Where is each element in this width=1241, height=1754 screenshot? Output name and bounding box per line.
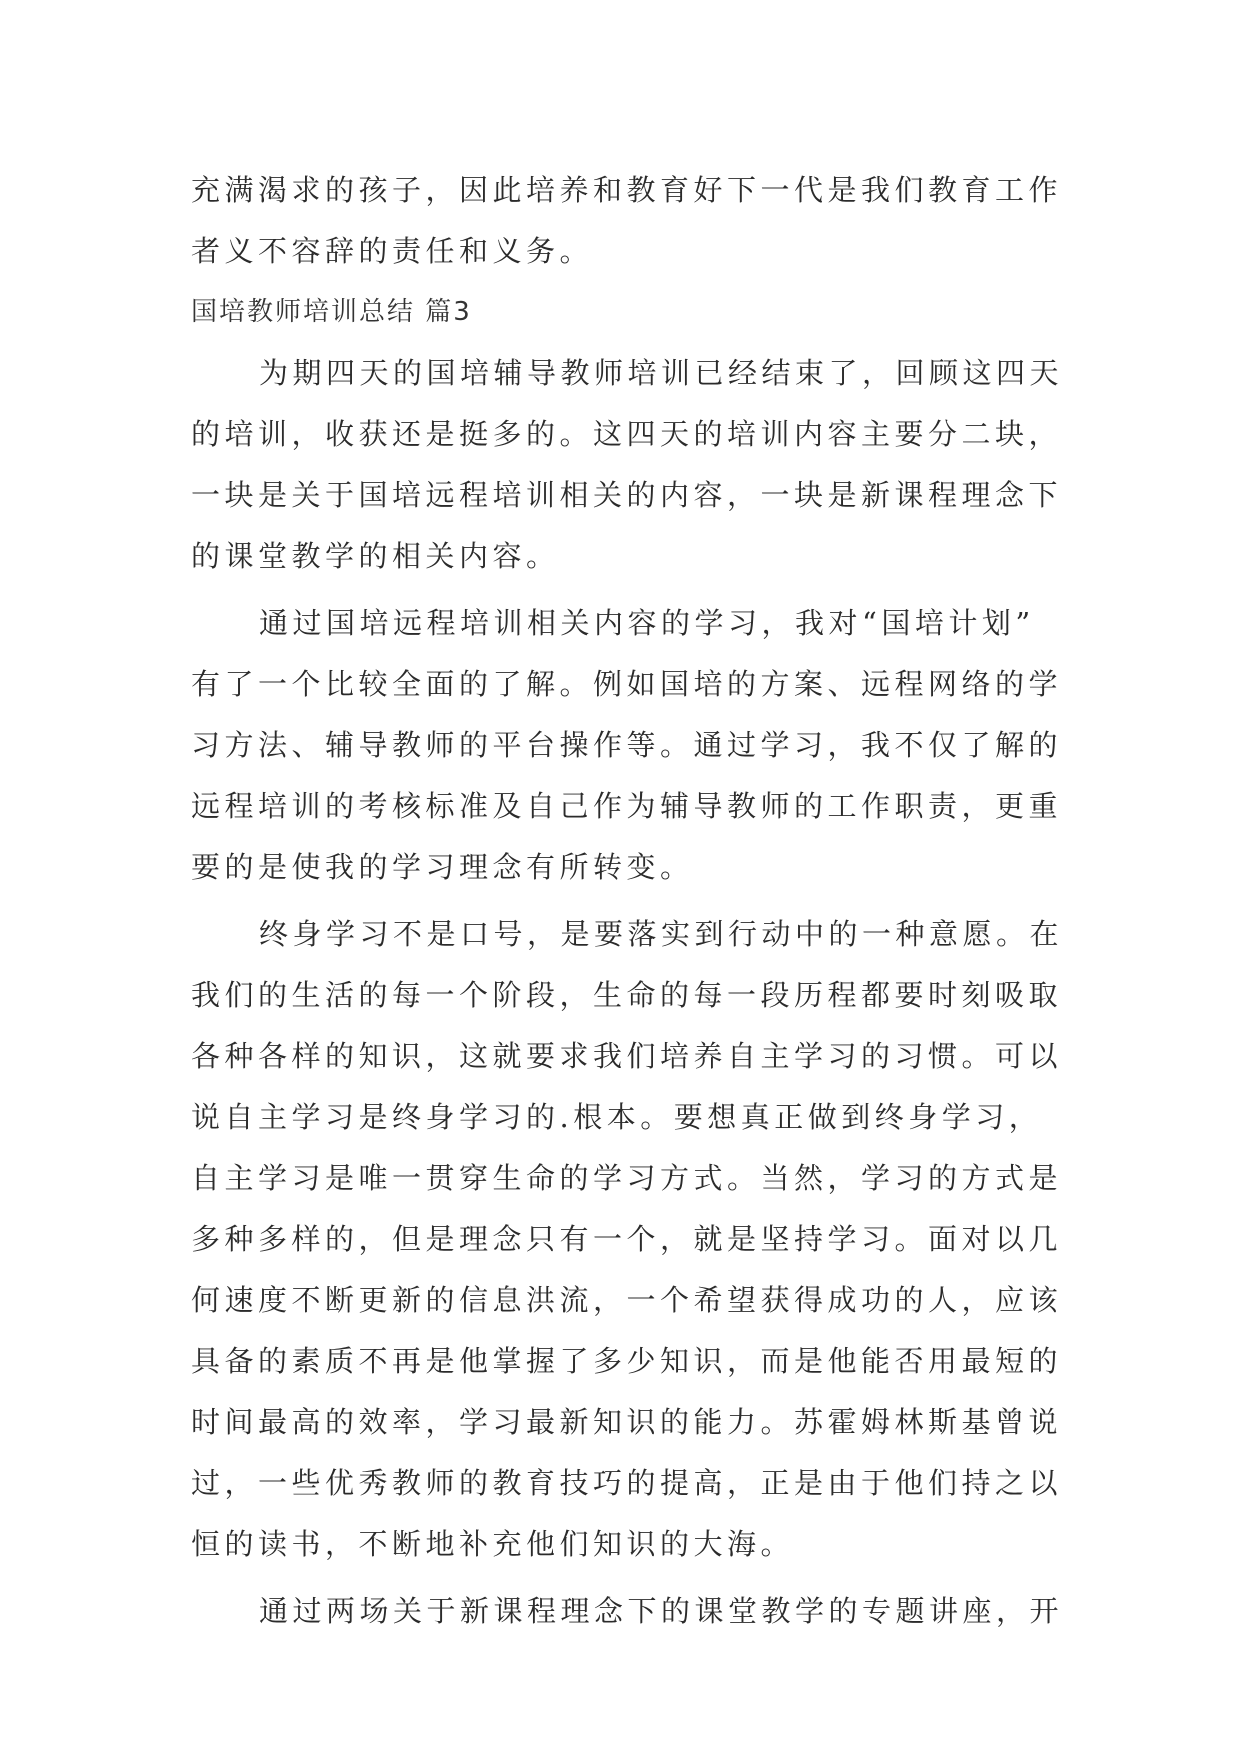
text-line: 过，一些优秀教师的教育技巧的提高，正是由于他们持之以 [191, 1466, 1063, 1500]
text-line: 的培训，收获还是挺多的。这四天的培训内容主要分二块， [191, 417, 1063, 451]
text-line: 者义不容辞的责任和义务。 [191, 234, 594, 268]
text-line: 具备的素质不再是他掌握了多少知识，而是他能否用最短的 [191, 1344, 1063, 1378]
text-line: 充满渴求的孩子，因此培养和教育好下一代是我们教育工作 [191, 173, 1063, 207]
text-line: 多种多样的，但是理念只有一个，就是坚持学习。面对以几 [191, 1222, 1063, 1256]
paragraph-first-line: 通过国培远程培训相关内容的学习，我对“国培计划” [259, 606, 1035, 640]
text-line: 有了一个比较全面的了解。例如国培的方案、远程网络的学 [191, 667, 1063, 701]
text-line: 时间最高的效率，学习最新知识的能力。苏霍姆林斯基曾说 [191, 1405, 1063, 1439]
text-line: 一块是关于国培远程培训相关的内容，一块是新课程理念下 [191, 478, 1063, 512]
paragraph-first-line: 为期四天的国培辅导教师培训已经结束了，回顾这四天 [259, 356, 1064, 390]
text-line: 习方法、辅导教师的平台操作等。通过学习，我不仅了解的 [191, 728, 1063, 762]
text-line: 各种各样的知识，这就要求我们培养自主学习的习惯。可以 [191, 1039, 1063, 1073]
text-line: 恒的读书，不断地补充他们知识的大海。 [191, 1527, 795, 1561]
text-line: 远程培训的考核标准及自己作为辅导教师的工作职责，更重 [191, 789, 1063, 823]
text-line: 我们的生活的每一个阶段，生命的每一段历程都要时刻吸取 [191, 978, 1063, 1012]
section-heading: 国培教师培训总结 篇3 [191, 297, 472, 327]
paragraph-first-line: 终身学习不是口号，是要落实到行动中的一种意愿。在 [259, 917, 1064, 951]
text-line: 说自主学习是终身学习的.根本。要想真正做到终身学习， [191, 1100, 1043, 1134]
text-line: 何速度不断更新的信息洪流，一个希望获得成功的人，应该 [191, 1283, 1063, 1317]
paragraph-first-line: 通过两场关于新课程理念下的课堂教学的专题讲座，开 [259, 1594, 1064, 1628]
text-line: 的课堂教学的相关内容。 [191, 539, 560, 573]
text-line: 自主学习是唯一贯穿生命的学习方式。当然，学习的方式是 [191, 1161, 1063, 1195]
document-body [191, 160, 1064, 1642]
text-line: 要的是使我的学习理念有所转变。 [191, 850, 694, 884]
